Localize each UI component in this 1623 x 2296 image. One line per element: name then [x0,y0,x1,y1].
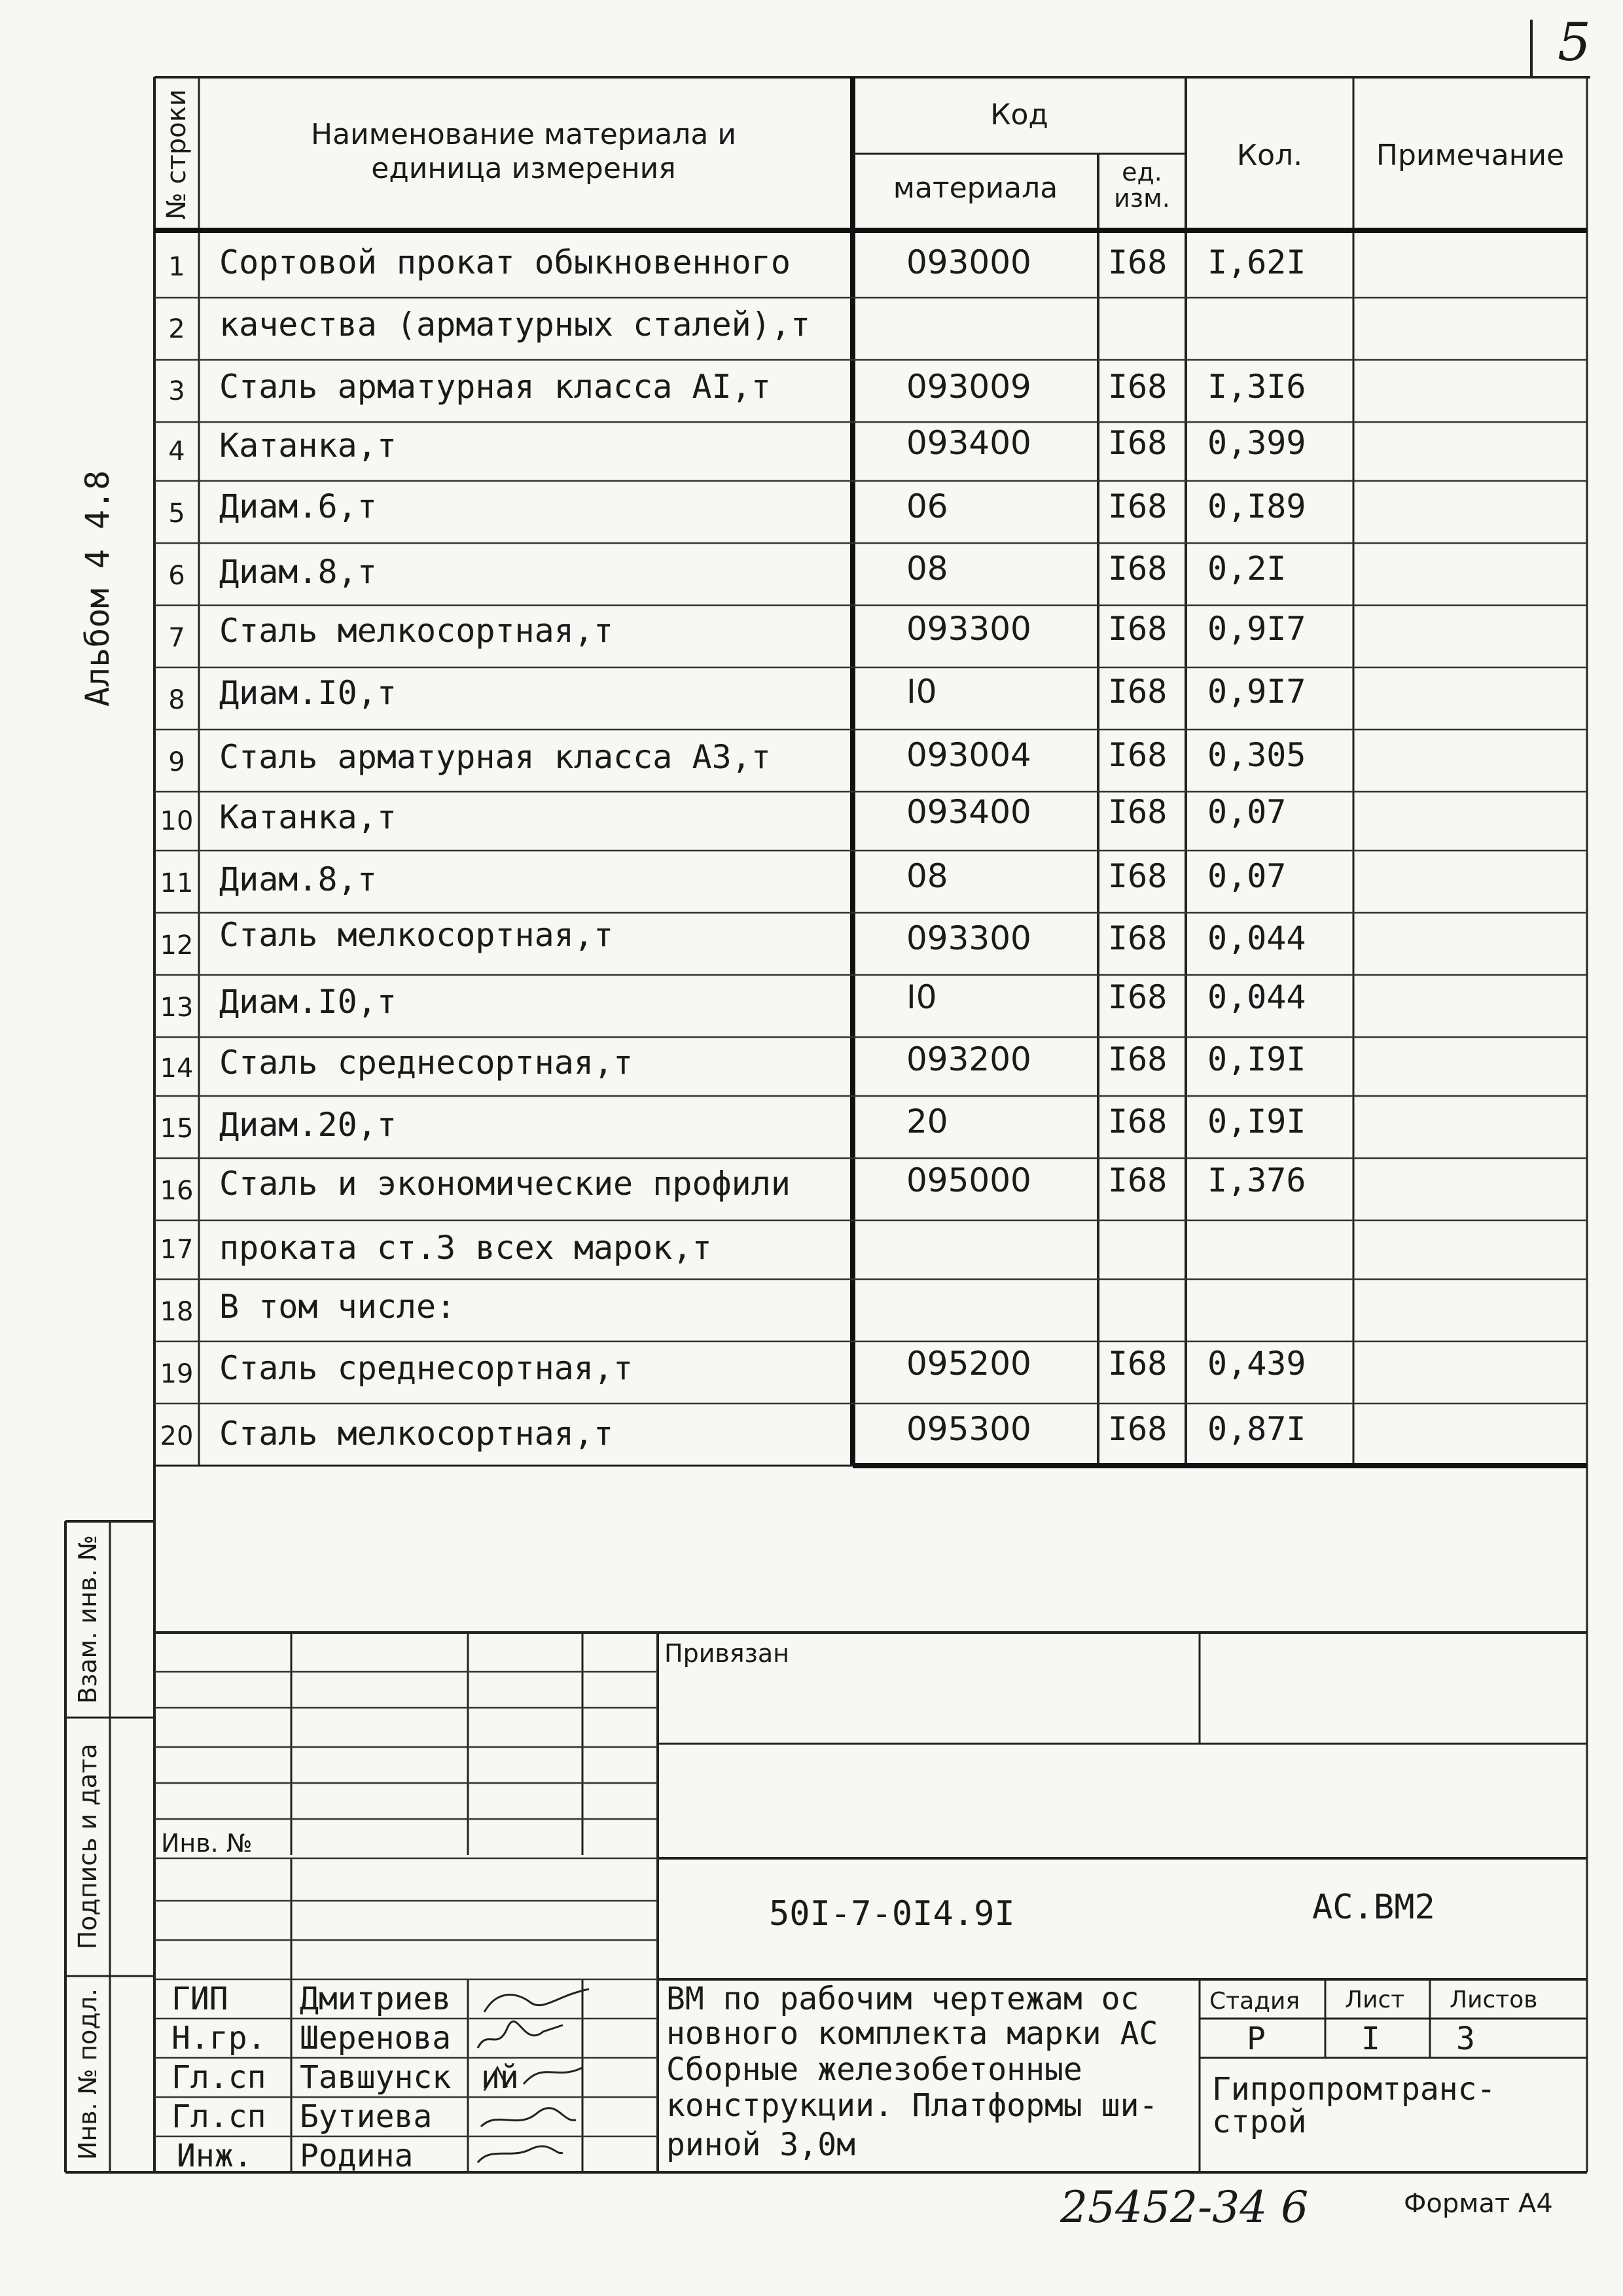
row-code: 093400 [906,793,1031,831]
row-number: 14 [160,1053,194,1084]
row-code: 093000 [906,243,1031,281]
header-name: Наименование материала и единица измерения [311,118,736,185]
row-qty: I,62I [1207,243,1306,281]
row-code: 093004 [906,736,1031,774]
row-code: 093300 [906,610,1031,648]
row-unit: I68 [1108,424,1168,462]
stage-label: Стадия [1209,1988,1300,2015]
row-name: Сталь арматурная класса А3,т [219,738,771,776]
row-code: 095000 [906,1161,1031,1199]
row-name: качества (арматурных сталей),т [219,306,811,344]
row-qty: 0,9I7 [1207,673,1306,711]
row-qty: 0,I9I [1207,1040,1306,1078]
row-qty: 0,2I [1207,550,1287,588]
row-number: 4 [168,436,185,467]
row-unit: I68 [1108,1103,1168,1140]
album-label: Альбом 4 4.8 [79,470,116,707]
header-unit: ед. изм. [1114,158,1170,213]
row-qty: 0,07 [1207,857,1287,895]
sheets-label: Листов [1450,1987,1538,2013]
row-number: 6 [168,561,185,591]
row-name: Катанка,т [219,798,397,836]
row-code: I0 [906,978,937,1016]
row-code: 093200 [906,1040,1031,1078]
bottom-number: 25452-34 6 [1060,2182,1309,2233]
row-name: В том числе: [219,1288,456,1326]
row-unit: I68 [1108,1040,1168,1078]
row-qty: 0,07 [1207,793,1287,831]
row-qty: 0,305 [1207,736,1306,774]
row-name: Диам.20,т [219,1106,397,1144]
header-note: Примечание [1376,139,1565,172]
row-number: 17 [160,1235,194,1265]
row-name: Катанка,т [219,427,397,465]
row-unit: I68 [1108,1161,1168,1199]
person-role: Н.гр. [171,2020,266,2057]
person-name: Родина [300,2138,414,2174]
row-unit: I68 [1108,736,1168,774]
row-qty: 0,399 [1207,424,1306,462]
org-line: Гипропромтранс- [1212,2071,1496,2108]
row-number: 3 [168,376,185,406]
row-unit: I68 [1108,550,1168,588]
title-line: ВМ по рабочим чертежам ос [666,1981,1139,2017]
row-code: 093300 [906,919,1031,957]
row-qty: I,376 [1207,1161,1306,1199]
row-code: 093400 [906,424,1031,462]
row-name: Сталь арматурная класса АI,т [219,368,771,406]
row-number: 8 [168,685,185,715]
sheet-label: Лист [1345,1987,1405,2013]
title-line: Сборные железобетонные [666,2051,1082,2088]
row-name: Сталь среднесортная,т [219,1349,633,1387]
doc-mark: АС.ВМ2 [1312,1888,1435,1927]
row-qty: 0,9I7 [1207,610,1306,648]
row-unit: I68 [1108,368,1168,406]
row-code: 20 [906,1103,948,1140]
row-name: Диам.6,т [219,487,377,525]
row-unit: I68 [1108,978,1168,1016]
row-code: 093009 [906,368,1031,406]
side-label-inv-podl: Инв. № подл. [73,1988,102,2161]
row-qty: 0,I9I [1207,1103,1306,1140]
row-name: Сталь мелкосортная,т [219,612,614,650]
row-code: I0 [906,673,937,711]
row-name: Сортовой прокат обыкновенного [219,243,791,281]
row-number: 1 [168,252,185,282]
row-unit: I68 [1108,1345,1168,1383]
row-number: 19 [160,1359,194,1389]
row-qty: 0,87I [1207,1410,1306,1448]
row-unit: I68 [1108,793,1168,831]
row-name: Сталь среднесортная,т [219,1044,633,1082]
format-label: Формат А4 [1404,2189,1553,2219]
row-unit: I68 [1108,857,1168,895]
row-number: 12 [160,930,194,961]
row-code: 095200 [906,1345,1031,1383]
row-qty: 0,I89 [1207,487,1306,525]
corner-number: 5 [1558,12,1591,73]
row-name: Сталь мелкосортная,т [219,1415,614,1453]
person-role: Гл.сп [171,2098,266,2135]
row-unit: I68 [1108,610,1168,648]
person-role: ГИП [171,1981,228,2017]
row-number: 7 [168,623,185,653]
header-qty: Кол. [1236,139,1303,172]
sheets-value: 3 [1456,2021,1475,2057]
row-qty: I,3I6 [1207,368,1306,406]
person-name: Бутиева [300,2098,433,2135]
row-number: 20 [160,1421,194,1451]
row-name: Диам.I0,т [219,983,397,1021]
title-line: риной 3,0м [666,2127,855,2163]
row-name: Сталь мелкосортная,т [219,916,614,954]
row-unit: I68 [1108,243,1168,281]
row-code: 06 [906,487,948,525]
side-label-vzam: Взам. инв. № [73,1535,102,1704]
person-role: Инж. [177,2138,253,2174]
person-name: Тавшунск [300,2059,452,2096]
row-number: 10 [160,806,194,836]
row-number: 13 [160,993,194,1023]
row-unit: I68 [1108,919,1168,957]
row-name: Диам.8,т [219,553,377,591]
inv-no-label: Инв. № [161,1829,253,1858]
row-qty: 0,044 [1207,919,1306,957]
row-number: 11 [160,868,194,898]
row-qty: 0,044 [1207,978,1306,1016]
row-code: 095300 [906,1410,1031,1448]
person-role: Гл.сп [171,2059,266,2096]
header-row-no: № строки [162,89,192,220]
person-name: Шеренова [300,2020,452,2057]
stage-value: Р [1247,2021,1266,2057]
privyazan-label: Привязан [664,1639,789,1668]
header-code: Код [990,98,1048,132]
title-line: конструкции. Платформы ши- [666,2087,1158,2124]
row-code: 08 [906,550,948,588]
row-name: проката ст.3 всех марок,т [219,1229,712,1267]
row-name: Сталь и экономические профили [219,1165,791,1203]
person-name-tail: ий [481,2059,519,2096]
row-number: 5 [168,499,185,529]
row-number: 18 [160,1297,194,1327]
row-name: Диам.I0,т [219,674,397,712]
row-number: 15 [160,1114,194,1144]
side-label-podpis: Подпись и дата [73,1743,102,1950]
row-unit: I68 [1108,487,1168,525]
row-name: Диам.8,т [219,860,377,898]
person-name: Дмитриев [300,1981,452,2017]
org-line: строй [1212,2104,1307,2140]
row-number: 16 [160,1176,194,1206]
header-material: материала [893,171,1058,205]
row-code: 08 [906,857,948,895]
title-line: новного комплекта марки АС [666,2015,1158,2052]
doc-code: 50I-7-0I4.9I [769,1894,1015,1934]
row-unit: I68 [1108,1410,1168,1448]
row-unit: I68 [1108,673,1168,711]
row-number: 2 [168,314,185,344]
row-qty: 0,439 [1207,1345,1306,1383]
row-number: 9 [168,747,185,777]
sheet-value: I [1361,2021,1380,2057]
